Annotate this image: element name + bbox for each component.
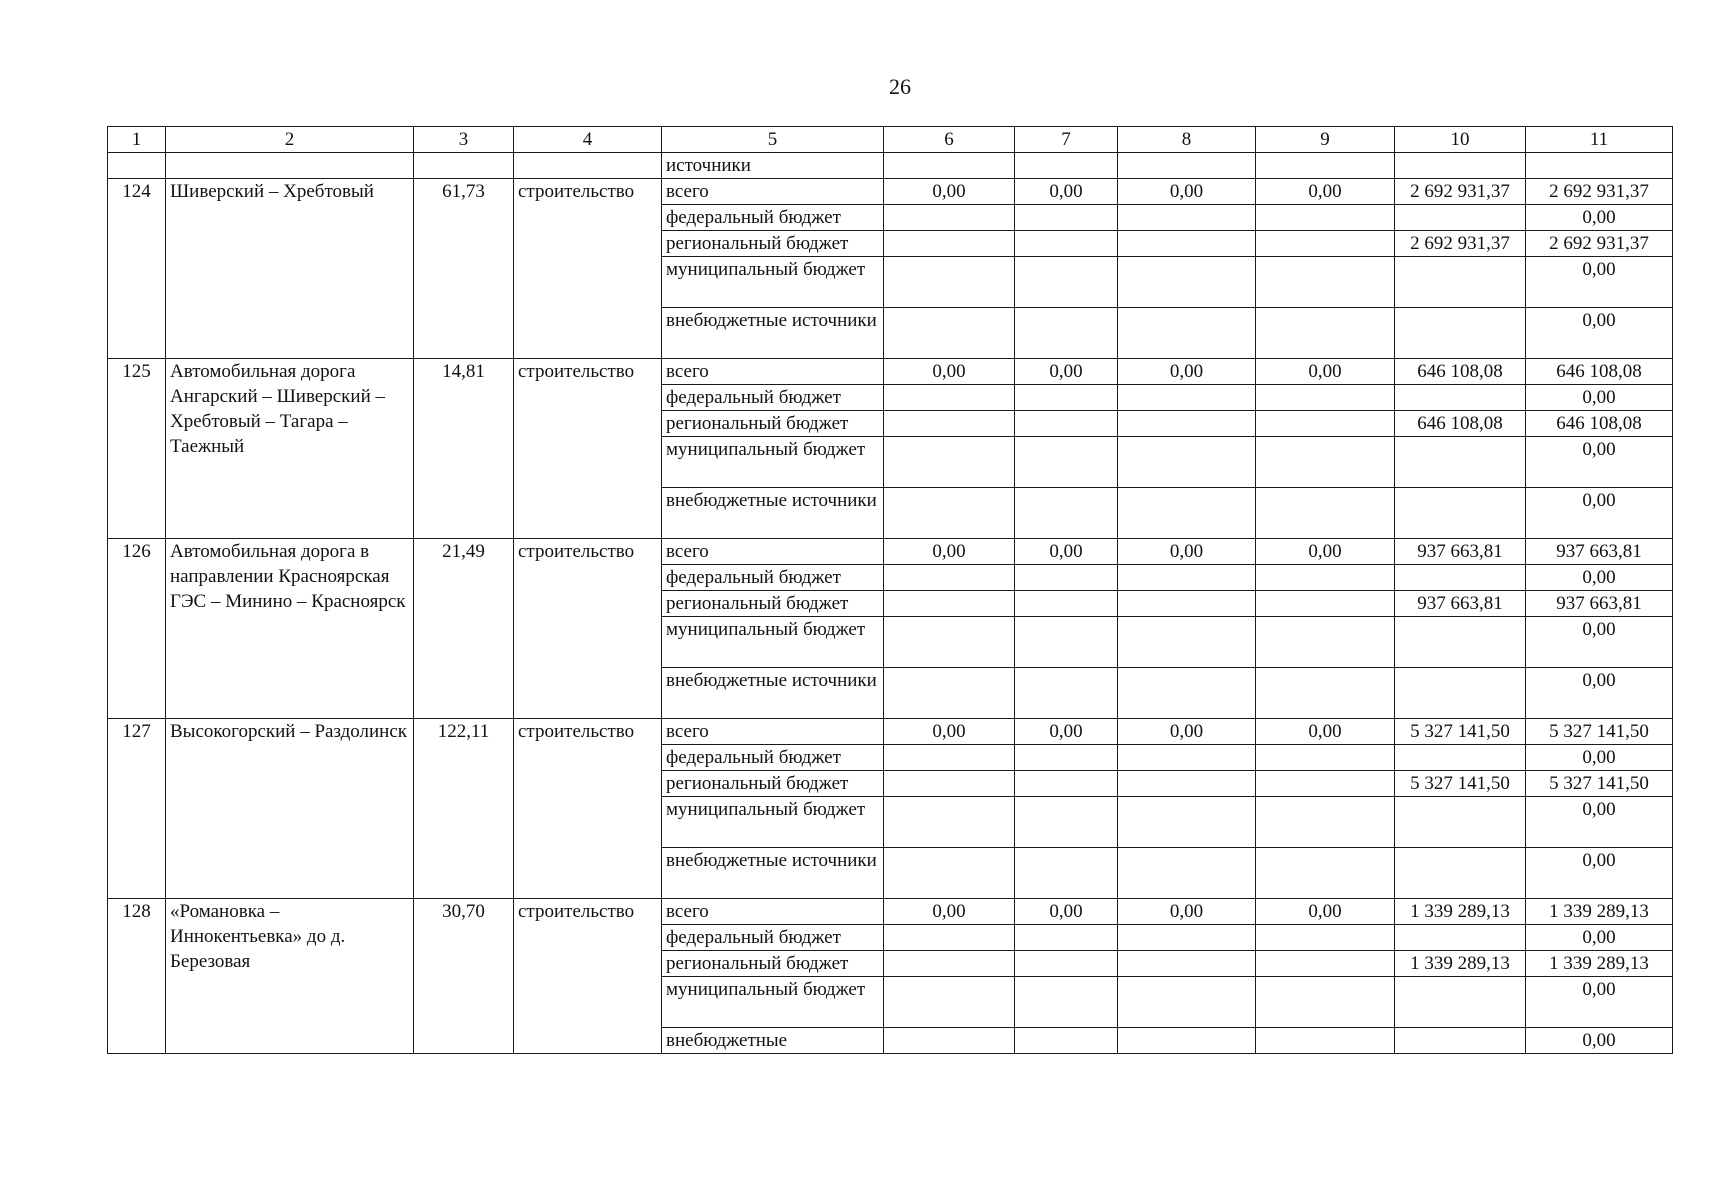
source-cell: внебюджетные источники	[662, 488, 884, 539]
value-cell	[884, 771, 1015, 797]
value-cell	[1118, 771, 1256, 797]
source-cell: региональный бюджет	[662, 951, 884, 977]
value-cell	[1395, 797, 1526, 848]
source-cell: муниципальный бюджет	[662, 257, 884, 308]
value-cell	[1015, 617, 1118, 668]
value-cell	[884, 977, 1015, 1028]
table-row	[108, 179, 1673, 205]
continuation-row	[108, 153, 1673, 179]
value-cell	[1015, 411, 1118, 437]
value-cell: 0,00	[1015, 899, 1118, 925]
value-cell: 0,00	[1256, 719, 1395, 745]
empty-cell	[1118, 153, 1256, 179]
value-cell: 2 692 931,37	[1526, 179, 1673, 205]
source-cell: всего	[662, 179, 884, 205]
value-cell	[1395, 437, 1526, 488]
column-header: 11	[1526, 127, 1673, 153]
source-cell: муниципальный бюджет	[662, 797, 884, 848]
value-cell	[1256, 385, 1395, 411]
column-header: 7	[1015, 127, 1118, 153]
value-cell	[1118, 205, 1256, 231]
length-value: 30,70	[414, 899, 514, 1054]
value-cell	[1395, 745, 1526, 771]
value-cell: 937 663,81	[1395, 539, 1526, 565]
source-cell: федеральный бюджет	[662, 385, 884, 411]
value-cell	[1118, 797, 1256, 848]
source-cell: всего	[662, 359, 884, 385]
value-cell	[1118, 308, 1256, 359]
value-cell	[1015, 257, 1118, 308]
value-cell	[1015, 488, 1118, 539]
row-number: 127	[108, 719, 166, 899]
value-cell	[1118, 488, 1256, 539]
value-cell: 0,00	[1256, 899, 1395, 925]
value-cell	[1118, 848, 1256, 899]
value-cell	[1015, 205, 1118, 231]
value-cell	[1256, 437, 1395, 488]
empty-cell	[108, 153, 166, 179]
column-header: 2	[166, 127, 414, 153]
value-cell	[1395, 977, 1526, 1028]
value-cell	[1395, 925, 1526, 951]
value-cell: 0,00	[1526, 668, 1673, 719]
source-cell: муниципальный бюджет	[662, 437, 884, 488]
value-cell	[1118, 231, 1256, 257]
value-cell: 0,00	[884, 179, 1015, 205]
value-cell	[1395, 205, 1526, 231]
value-cell: 0,00	[884, 539, 1015, 565]
value-cell: 0,00	[1526, 205, 1673, 231]
source-cell: всего	[662, 899, 884, 925]
value-cell	[1256, 565, 1395, 591]
column-header-row	[108, 127, 1673, 153]
value-cell	[1015, 591, 1118, 617]
object-name: Автомобильная дорога в направлении Красноярская ГЭС – Минино – Красноярск	[166, 539, 414, 719]
column-header: 10	[1395, 127, 1526, 153]
value-cell: 0,00	[884, 719, 1015, 745]
column-header: 4	[514, 127, 662, 153]
value-cell	[1395, 565, 1526, 591]
value-cell: 1 339 289,13	[1526, 951, 1673, 977]
empty-cell	[1015, 153, 1118, 179]
value-cell	[1256, 488, 1395, 539]
value-cell	[1015, 797, 1118, 848]
value-cell: 0,00	[1526, 257, 1673, 308]
value-cell	[1256, 925, 1395, 951]
value-cell: 2 692 931,37	[1395, 179, 1526, 205]
empty-cell	[1526, 153, 1673, 179]
work-type: строительство	[514, 179, 662, 359]
source-cell: внебюджетные источники	[662, 848, 884, 899]
value-cell	[884, 797, 1015, 848]
value-cell	[1118, 591, 1256, 617]
source-cell: внебюджетные источники	[662, 308, 884, 359]
value-cell: 0,00	[1526, 848, 1673, 899]
financing-table	[107, 126, 1673, 1054]
value-cell	[1256, 308, 1395, 359]
table-row	[108, 539, 1673, 565]
value-cell: 0,00	[1526, 488, 1673, 539]
value-cell: 0,00	[1015, 359, 1118, 385]
row-number: 128	[108, 899, 166, 1054]
value-cell	[1395, 488, 1526, 539]
value-cell	[884, 205, 1015, 231]
value-cell: 0,00	[1118, 719, 1256, 745]
value-cell	[1118, 437, 1256, 488]
value-cell	[884, 565, 1015, 591]
value-cell	[1118, 951, 1256, 977]
value-cell	[884, 591, 1015, 617]
value-cell: 5 327 141,50	[1526, 771, 1673, 797]
value-cell	[884, 308, 1015, 359]
value-cell: 2 692 931,37	[1395, 231, 1526, 257]
row-number: 126	[108, 539, 166, 719]
value-cell: 937 663,81	[1395, 591, 1526, 617]
value-cell	[1118, 925, 1256, 951]
value-cell	[884, 257, 1015, 308]
source-cell: федеральный бюджет	[662, 565, 884, 591]
value-cell	[1118, 385, 1256, 411]
value-cell: 646 108,08	[1526, 411, 1673, 437]
value-cell	[1118, 565, 1256, 591]
value-cell	[1256, 231, 1395, 257]
value-cell	[1256, 1028, 1395, 1054]
value-cell	[1256, 617, 1395, 668]
value-cell: 0,00	[1118, 539, 1256, 565]
empty-cell	[514, 153, 662, 179]
value-cell	[1118, 257, 1256, 308]
value-cell	[1015, 977, 1118, 1028]
length-value: 21,49	[414, 539, 514, 719]
column-header: 3	[414, 127, 514, 153]
value-cell: 0,00	[1256, 179, 1395, 205]
value-cell	[1015, 925, 1118, 951]
source-cell: внебюджетные	[662, 1028, 884, 1054]
table-body	[108, 127, 1673, 1054]
value-cell	[1015, 848, 1118, 899]
value-cell	[884, 385, 1015, 411]
work-type: строительство	[514, 899, 662, 1054]
column-header: 6	[884, 127, 1015, 153]
value-cell	[1395, 1028, 1526, 1054]
value-cell	[1015, 745, 1118, 771]
value-cell: 5 327 141,50	[1526, 719, 1673, 745]
value-cell	[1395, 668, 1526, 719]
value-cell: 937 663,81	[1526, 539, 1673, 565]
value-cell	[884, 848, 1015, 899]
value-cell	[1395, 848, 1526, 899]
empty-cell	[884, 153, 1015, 179]
value-cell	[1256, 745, 1395, 771]
table-row	[108, 719, 1673, 745]
value-cell	[1395, 385, 1526, 411]
value-cell	[1015, 437, 1118, 488]
value-cell: 0,00	[1526, 797, 1673, 848]
value-cell: 0,00	[1526, 617, 1673, 668]
value-cell: 0,00	[1015, 179, 1118, 205]
value-cell	[884, 1028, 1015, 1054]
value-cell: 937 663,81	[1526, 591, 1673, 617]
object-name: «Романовка – Иннокентьевка» до д. Березовая	[166, 899, 414, 1054]
value-cell: 646 108,08	[1395, 411, 1526, 437]
work-type: строительство	[514, 359, 662, 539]
empty-cell	[166, 153, 414, 179]
value-cell	[884, 617, 1015, 668]
source-cell: муниципальный бюджет	[662, 617, 884, 668]
value-cell: 0,00	[1526, 925, 1673, 951]
value-cell	[1015, 308, 1118, 359]
value-cell	[1118, 411, 1256, 437]
empty-cell	[1395, 153, 1526, 179]
page-number: 26	[889, 74, 911, 99]
value-cell	[1015, 231, 1118, 257]
row-number: 124	[108, 179, 166, 359]
value-cell: 0,00	[1015, 719, 1118, 745]
value-cell: 5 327 141,50	[1395, 719, 1526, 745]
value-cell	[1256, 951, 1395, 977]
value-cell: 5 327 141,50	[1395, 771, 1526, 797]
source-cell: федеральный бюджет	[662, 925, 884, 951]
value-cell: 0,00	[1526, 385, 1673, 411]
value-cell	[884, 437, 1015, 488]
value-cell: 0,00	[1526, 437, 1673, 488]
value-cell: 1 339 289,13	[1526, 899, 1673, 925]
source-cell: федеральный бюджет	[662, 205, 884, 231]
value-cell	[1395, 308, 1526, 359]
value-cell	[884, 745, 1015, 771]
value-cell	[1118, 668, 1256, 719]
value-cell	[1256, 205, 1395, 231]
source-cell: источники	[662, 153, 884, 179]
value-cell: 0,00	[1256, 539, 1395, 565]
source-cell: всего	[662, 719, 884, 745]
value-cell: 1 339 289,13	[1395, 899, 1526, 925]
value-cell: 646 108,08	[1526, 359, 1673, 385]
value-cell: 0,00	[1526, 308, 1673, 359]
value-cell	[1256, 797, 1395, 848]
value-cell	[1256, 591, 1395, 617]
value-cell	[884, 668, 1015, 719]
source-cell: муниципальный бюджет	[662, 977, 884, 1028]
column-header: 5	[662, 127, 884, 153]
value-cell	[884, 488, 1015, 539]
value-cell	[1256, 257, 1395, 308]
length-value: 14,81	[414, 359, 514, 539]
value-cell: 0,00	[1015, 539, 1118, 565]
object-name: Высокогорский – Раздолинск	[166, 719, 414, 899]
value-cell: 0,00	[1526, 745, 1673, 771]
source-cell: всего	[662, 539, 884, 565]
value-cell: 646 108,08	[1395, 359, 1526, 385]
source-cell: региональный бюджет	[662, 771, 884, 797]
value-cell: 0,00	[1526, 565, 1673, 591]
value-cell	[1118, 617, 1256, 668]
value-cell: 0,00	[1526, 977, 1673, 1028]
value-cell	[1015, 668, 1118, 719]
value-cell	[1015, 771, 1118, 797]
value-cell: 0,00	[1118, 179, 1256, 205]
value-cell: 0,00	[1118, 359, 1256, 385]
value-cell	[1015, 385, 1118, 411]
value-cell	[1015, 565, 1118, 591]
value-cell	[1256, 771, 1395, 797]
source-cell: региональный бюджет	[662, 231, 884, 257]
value-cell	[1256, 411, 1395, 437]
value-cell	[1015, 1028, 1118, 1054]
object-name: Автомобильная дорога Ангарский – Шиверский – Хребтовый – Тагара – Таежный	[166, 359, 414, 539]
value-cell	[1118, 1028, 1256, 1054]
value-cell	[1395, 617, 1526, 668]
table-row	[108, 899, 1673, 925]
value-cell	[1256, 848, 1395, 899]
source-cell: внебюджетные источники	[662, 668, 884, 719]
value-cell: 1 339 289,13	[1395, 951, 1526, 977]
value-cell	[884, 925, 1015, 951]
value-cell	[1256, 668, 1395, 719]
work-type: строительство	[514, 539, 662, 719]
work-type: строительство	[514, 719, 662, 899]
table-row	[108, 359, 1673, 385]
length-value: 122,11	[414, 719, 514, 899]
column-header: 8	[1118, 127, 1256, 153]
value-cell: 0,00	[884, 359, 1015, 385]
value-cell	[1395, 257, 1526, 308]
value-cell	[1256, 977, 1395, 1028]
source-cell: региональный бюджет	[662, 591, 884, 617]
value-cell	[884, 231, 1015, 257]
column-header: 9	[1256, 127, 1395, 153]
value-cell	[1015, 951, 1118, 977]
column-header: 1	[108, 127, 166, 153]
value-cell	[1118, 745, 1256, 771]
value-cell: 0,00	[1118, 899, 1256, 925]
value-cell: 0,00	[1526, 1028, 1673, 1054]
value-cell	[1118, 977, 1256, 1028]
source-cell: федеральный бюджет	[662, 745, 884, 771]
length-value: 61,73	[414, 179, 514, 359]
empty-cell	[414, 153, 514, 179]
value-cell	[884, 411, 1015, 437]
row-number: 125	[108, 359, 166, 539]
value-cell	[884, 951, 1015, 977]
value-cell: 2 692 931,37	[1526, 231, 1673, 257]
value-cell: 0,00	[1256, 359, 1395, 385]
source-cell: региональный бюджет	[662, 411, 884, 437]
value-cell: 0,00	[884, 899, 1015, 925]
empty-cell	[1256, 153, 1395, 179]
object-name: Шиверский – Хребтовый	[166, 179, 414, 359]
